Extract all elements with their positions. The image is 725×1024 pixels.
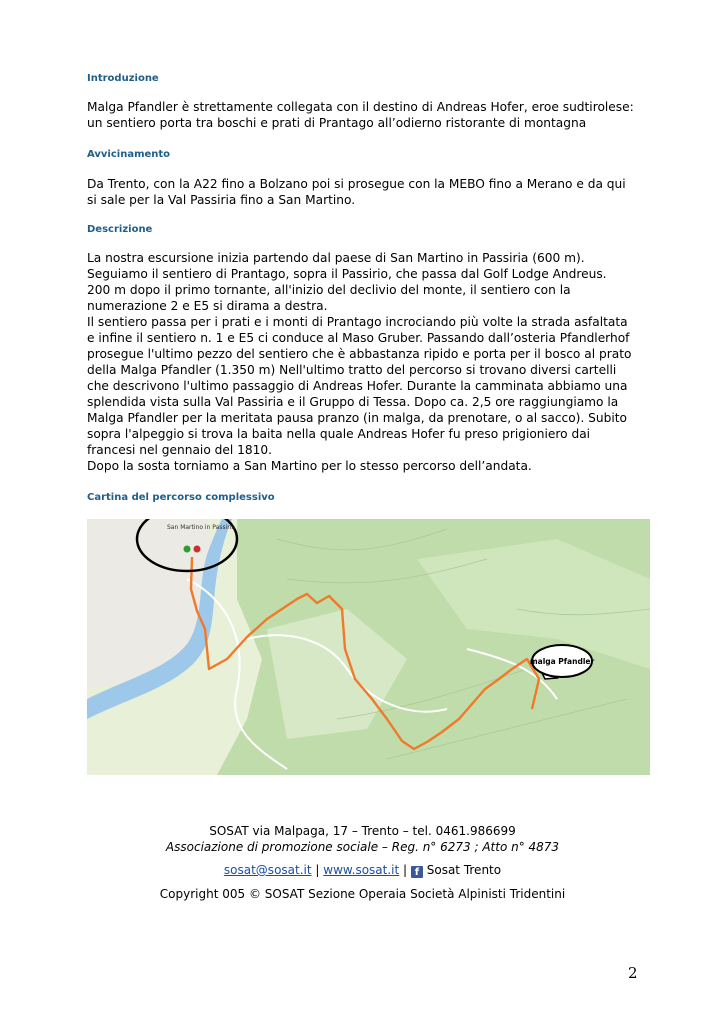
- description-line: che descrivono l'ultimo passaggio di Andreas Hofer. Durante la camminata abbiamo una: [87, 379, 628, 393]
- description-line: Il sentiero passa per i prati e i monti di Prantago incrociando più volte la strada asfaltata: [87, 315, 628, 329]
- description-line: splendida vista sulla Val Passiria e il Gruppo di Tessa. Dopo ca. 2,5 ore raggiungiamo la: [87, 395, 619, 409]
- description-line: Seguiamo il sentiero di Prantago, sopra il Passirio, che passa dal Golf Lodge Andreus.: [87, 267, 607, 281]
- town-label: San Martino in Passiria: [167, 524, 236, 531]
- description-paragraph: [87, 250, 640, 474]
- route-map-graphic: [87, 519, 650, 775]
- callout-label: malga Pfandler: [529, 657, 595, 666]
- approach-paragraph: [87, 176, 640, 208]
- intro-line: un sentiero porta tra boschi e prati di Prantago all’odierno ristorante di montagna: [87, 116, 587, 130]
- footer-links: [0, 863, 725, 878]
- end-marker: [194, 546, 201, 553]
- start-marker: [184, 546, 191, 553]
- website-link[interactable]: www.sosat.it: [323, 863, 400, 877]
- intro-line: Malga Pfandler è strettamente collegata con il destino di Andreas Hofer, eroe sudtirolese:: [87, 100, 634, 114]
- facebook-icon[interactable]: f: [411, 866, 423, 878]
- description-line: 200 m dopo il primo tornante, all'inizio del declivio del monte, il sentiero con la: [87, 283, 571, 297]
- route-map: [87, 519, 650, 775]
- footer-copyright: Copyright 005 © SOSAT Sezione Operaia Società Alpinisti Tridentini: [159, 887, 566, 901]
- footer-registration: Associazione di promozione sociale – Reg. n° 6273 ; Atto n° 4873: [165, 840, 560, 854]
- description-line: e infine il sentiero n. 1 e E5 ci conduce al Maso Gruber. Passando dall’osteria Pfandlerhof: [87, 331, 630, 345]
- description-line: numerazione 2 e E5 si dirama a destra.: [87, 299, 328, 313]
- separator: |: [315, 863, 320, 877]
- description-line: Dopo la sosta torniamo a San Martino per lo stesso percorso dell’andata.: [87, 459, 532, 473]
- email-link[interactable]: sosat@sosat.it: [223, 863, 312, 877]
- description-heading: Descrizione: [87, 224, 153, 235]
- footer-address: SOSAT via Malpaga, 17 – Trento – tel. 0461.986699: [209, 824, 516, 838]
- description-line: La nostra escursione inizia partendo dal paese di San Martino in Passiria (600 m).: [87, 251, 585, 265]
- approach-line: Da Trento, con la A22 fino a Bolzano poi si prosegue con la MEBO fino a Merano e da qui: [87, 177, 626, 191]
- description-line: sopra l'alpeggio si trova la baita nella quale Andreas Hofer fu preso prigioniero dai: [87, 427, 591, 441]
- approach-line: si sale per la Val Passiria fino a San Martino.: [87, 193, 356, 207]
- separator: |: [403, 863, 408, 877]
- description-line: Malga Pfandler per la meritata pausa pranzo (in malga, da prenotare, o al sacco). Subito: [87, 411, 628, 425]
- map-heading: Cartina del percorso complessivo: [87, 492, 275, 503]
- intro-paragraph: [87, 99, 640, 131]
- approach-heading: Avvicinamento: [87, 149, 171, 160]
- page-number: 2: [628, 964, 638, 982]
- description-line: francesi nel gennaio del 1810.: [87, 443, 273, 457]
- facebook-label[interactable]: Sosat Trento: [426, 863, 502, 877]
- description-line: della Malga Pfandler (1.350 m) Nell'ultimo tratto del percorso si trovano diversi cartelli: [87, 363, 617, 377]
- description-line: prosegue l'ultimo pezzo del sentiero che è abbastanza ripido e porta per il bosco al prato: [87, 347, 632, 361]
- intro-heading: Introduzione: [87, 73, 159, 84]
